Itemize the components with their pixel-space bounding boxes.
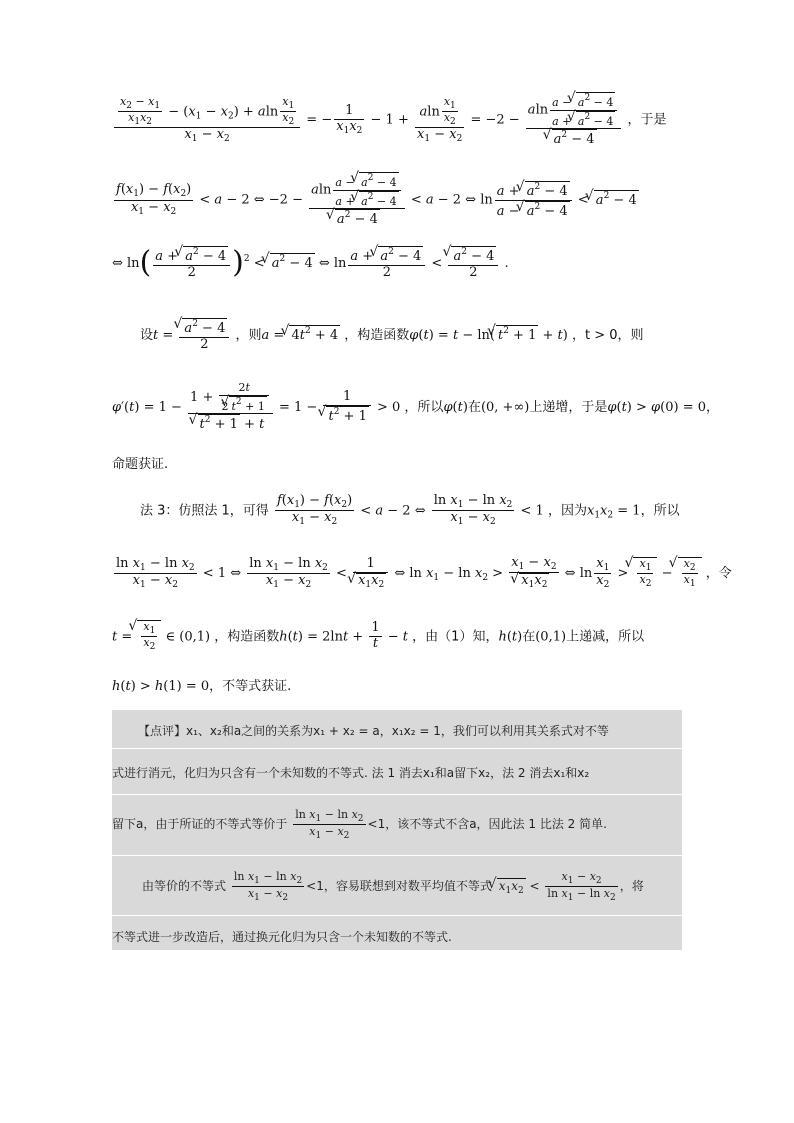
text-youyi: ，由（1）知， xyxy=(412,629,499,645)
text-suoyi1: ，所以 xyxy=(404,400,444,416)
text-dizeng: 上递增，于是 xyxy=(529,400,608,416)
text-budengshi: ，不等式获证. xyxy=(209,679,292,694)
review-line-4b: <1，容易联想到对数平均值不等式 xyxy=(306,879,492,893)
text-gouzao2: ，构造函数 xyxy=(214,629,280,645)
divider xyxy=(112,855,682,856)
equation-line-2: $\frac{f(x_1) - f(x_2)}{x_1 - x_2}$ < a − 2 ⇔ −2 − aln $\frac{a - √ a^2 - 4}{a + √ a^2 - 4}$ √ $a^2 - 4$ < a − 2 ⇔ ln $\frac{a + √ a^2 - 4}{a - √ a^2 - 4}$ < √ $a^2 - 4$ xyxy=(112,172,639,228)
review-line-4a: 由等价的不等式 xyxy=(142,879,227,893)
review-line-4: 由等价的不等式 $\frac{\ln x_1 - \ln x_2}{x_1 - x_2}$ <1，容易联想到对数平均值不等式 √ $x_1x_2$ < $\frac{x_1 - x_2}{\ln x_1 - \ln x_2}$ ，将 xyxy=(142,870,712,903)
equation-line-1: $\frac{x_2 - x_1}{x_1x_2}$ − $(x_1 - x_2) + aln$ $\frac{x_1}{x_2}$ $x_1 - x_2$ = − $\frac{1}{x_1x_2}$ − 1 + aln $\frac{x_1}{x_2}$ $x_1 - x_2$ = −2 − aln $\frac{a - √ a^2 - 4}{a + √ a^2 - 4}$ √ $a^2 - 4$ ，于是 xyxy=(112,92,667,148)
equation-line-3: ⇔ ln( $\frac{a + √ a^2 - 4}{2}$ )$^2$ < √ $a^2 - 4$ ⇔ ln $\frac{a + √ a^2 - 4}{2}$ < √ $\frac{a^2 - 4}{2}$ . xyxy=(112,246,509,281)
text-yushi: ，于是 xyxy=(627,112,667,128)
review-line-3b: <1，该不等式不含a，因此法 1 比法 2 简单. xyxy=(367,817,607,831)
divider xyxy=(112,915,682,916)
review-line-2: 式进行消元，化归为只含有一个未知数的不等式. 法 1 消去x₁和a留下x₂，法 2 消去x₁和x₂ xyxy=(112,766,590,780)
text-tgt0: ，t > 0，则 xyxy=(571,327,644,343)
text-gouzao1: ，构造函数 xyxy=(344,327,410,343)
equation-line-9: t = √ $\frac{x_1}{x_2}$ ∈ (0,1) ，构造函数h(t) = 2lnt + $\frac{1}{t}$ − t ，由（1）知，h(t)在(0,1)上递减，所以 xyxy=(112,620,644,653)
equation-line-7: 法 3：仿照法 1，可得 $\frac{f(x_1) - f(x_2)}{x_1 - x_2}$ < a − 2 ⇔ $\frac{\ln x_1 - \ln x_2}{x_1 - x_2}$ < 1 ，因为$x_1x_2 = 1$，所以 xyxy=(140,493,680,528)
equation-line-4: 设t = √ $\frac{a^2 - 4}{2}$ ，则a = √ $4t^2 + 4$ ，构造函数φ(t) = t − ln(√ $t^2 + 1 + t$) ，t > 0，则 xyxy=(140,318,644,353)
review-line-5: 不等式进一步改造后，通过换元化归为只含一个未知数的不等式. xyxy=(112,930,452,944)
text-ze1: ，则 xyxy=(235,327,262,343)
review-box xyxy=(112,710,682,950)
text-suoyi2: ，所以 xyxy=(640,503,680,519)
equation-line-8: $\frac{\ln x_1 - \ln x_2}{x_1 - x_2}$ < 1 ⇔ $\frac{\ln x_1 - \ln x_2}{x_1 - x_2}$ < 1 √ $x_1x_2$ ⇔ $\ln x_1 - \ln x_2$ > $x_1 - x_2$ √ $x_1x_2$ ⇔ ln $\frac{x_1}{x_2}$ > √ $\frac{x_1}{x_2}$ − √ $\frac{x_2}{x_1}$ ，令 xyxy=(112,556,732,591)
text-mingti: 命题获证. xyxy=(112,457,169,472)
equation-line-5: φ′(t) = 1 − 1 + $\frac{2t}{2√ t^2 + 1}$ √ $t^2 + 1 + t$ = 1 − 1 √ $t^2 + 1$ > 0 ，所以φ(t)在(0, +∞)上递增，于是φ(t) > φ(0) = 0， xyxy=(112,382,719,433)
divider xyxy=(112,748,682,749)
text-she: 设 xyxy=(140,327,154,343)
review-line-3a: 留下a，由于所证的不等式等价于 xyxy=(112,817,288,831)
text-dijian: 上递减，所以 xyxy=(566,629,645,645)
text-fa3: 法 3：仿照法 1，可得 xyxy=(140,503,269,519)
text-zai1: 在 xyxy=(467,400,481,416)
equation-line-10: h(t) > h(1) = 0，不等式获证. xyxy=(112,679,292,694)
divider xyxy=(112,794,682,795)
text-ling: ，令 xyxy=(705,565,732,581)
text-yinwei: ，因为 xyxy=(547,503,587,519)
review-line-1: 【点评】x₁、x₂和a之间的关系为x₁ + x₂ = a，x₁x₂ = 1，我们可以利用其关系式对不等 xyxy=(138,724,609,738)
review-line-4c: ，将 xyxy=(619,879,644,893)
review-line-3: 留下a，由于所证的不等式等价于 $\frac{\ln x_1 - \ln x_2}{x_1 - x_2}$ <1，该不等式不含a，因此法 1 比法 2 简单. xyxy=(112,808,607,841)
